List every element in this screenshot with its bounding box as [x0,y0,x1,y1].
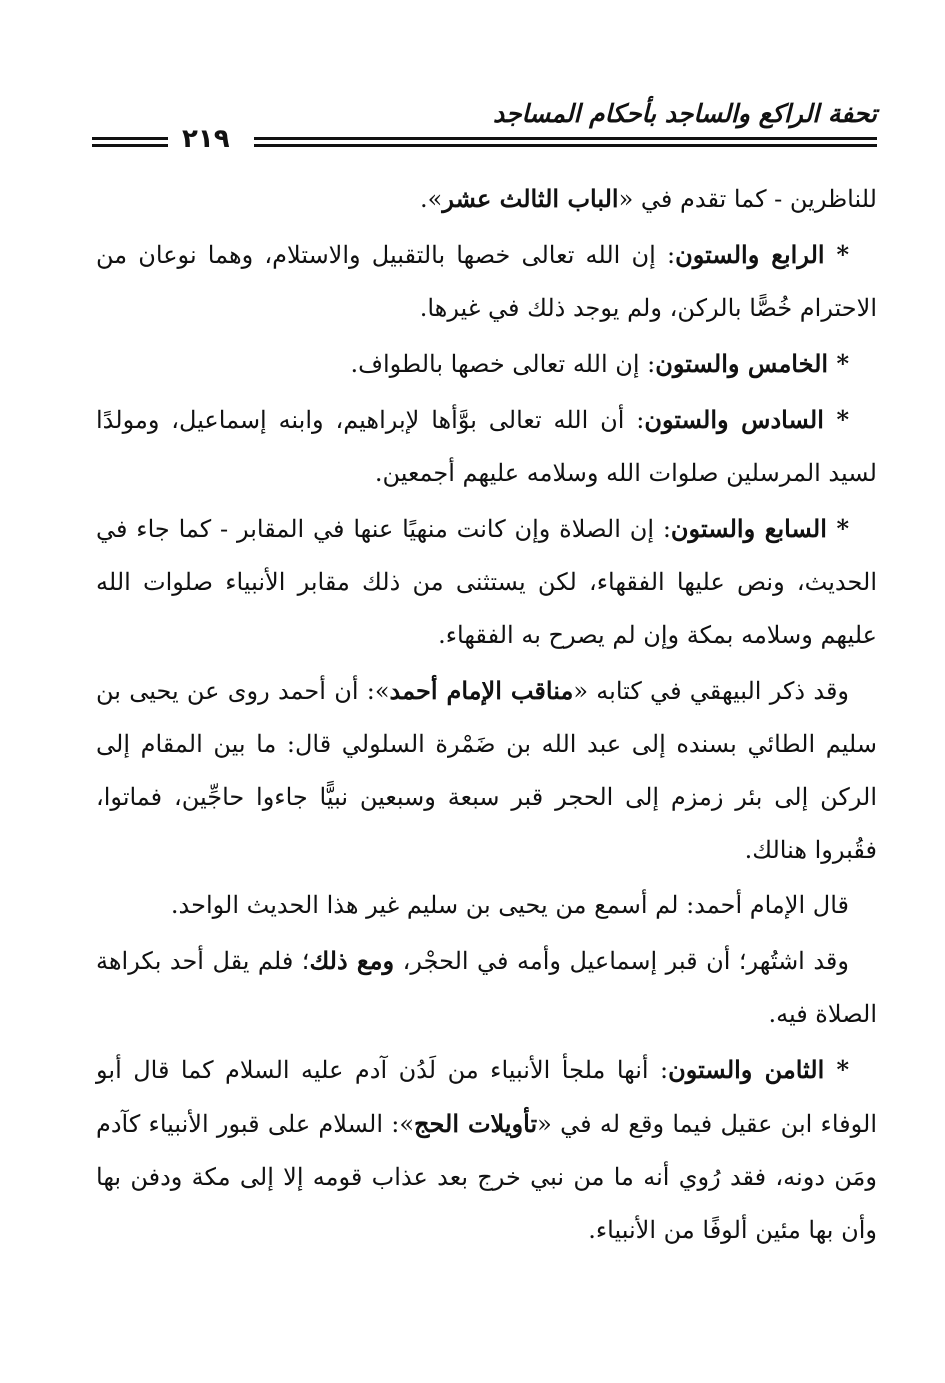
asterisk-bullet: * [824,1055,849,1084]
paragraph-continuation [96,172,877,226]
body-text [96,172,877,1259]
paragraph-imam-ahmad [96,879,877,932]
paragraph-text: للناظرين - كما تقدم في « [618,185,877,213]
bold-phrase: ومع ذلك [309,946,395,975]
paragraph-item-67 [96,502,877,662]
paragraph-bayhaqi [96,664,877,877]
header-rule-right [254,137,877,147]
item-heading: الثامن والستون [668,1055,825,1084]
paragraph-text: : إن الصلاة وإن كانت منهيًا عنها في المقابر - كما جاء في الحديث، ونص عليها الفقهاء، لكن يستثنى من ذلك مقابر الأنبياء صلوات الله عليهم وسلامه بمكة وإن لم يصرح به الفقهاء. [96,515,877,649]
item-heading: الخامس والستون [655,349,829,378]
paragraph-item-65 [96,337,877,391]
paragraph-text: وقد اشتُهر؛ أن قبر إسماعيل وأمه في الحجْر، [394,947,849,975]
paragraph-text: ». [420,185,443,213]
asterisk-bullet: * [824,240,849,269]
paragraph-text: : إن الله تعالى خصها بالطواف. [350,350,656,378]
item-heading: السابع والستون [670,514,827,543]
paragraph-item-64 [96,228,877,335]
paragraph-ismail-grave [96,934,877,1041]
paragraph-text: : أنها ملجأ الأنبياء من لَدُن آدم عليه السلام كما قال أبو الوفاء ابن عقيل فيما وقع له في « [96,1056,877,1138]
bold-reference: مناقب الإمام أحمد [389,676,574,705]
paragraph-text: : أن الله تعالى بوَّأها لإبراهيم، وابنه إسماعيل، ومولدًا لسيد المرسلين صلوات الله وسلامه عليهم أجمعين. [96,406,877,487]
paragraph-text: »: السلام على قبور الأنبياء كآدم ومَن دونه، فقد رُوي أنه ما من نبي خرج بعد عذاب قومه إلا إلى مكة ودفن بها وأن بها مئين ألوفًا من الأنبياء. [96,1110,877,1244]
asterisk-bullet: * [828,349,849,378]
paragraph-text: »: أن أحمد روى عن يحيى بن سليم الطائي بسنده إلى عبد الله بن ضَمْرة السلولي قال: ما بين المقام إلى الركن إلى بئر زمزم إلى الحجر قبر سبعة وسبعين نبيًّا جاءوا حاجِّين، فماتوا، فقُبروا هنالك. [96,677,877,864]
header-rule [92,124,877,154]
item-heading: الرابع والستون [675,240,825,269]
bold-reference: الباب الثالث عشر [442,184,619,213]
bold-reference: تأويلات الحج [414,1109,538,1138]
paragraph-item-66 [96,393,877,500]
page-number: ٢١٩ [182,124,230,154]
running-title: تحفة الراكع والساجد بأحكام المساجد [492,99,877,128]
asterisk-bullet: * [823,405,849,434]
header-rule-left [92,137,168,147]
paragraph-item-68 [96,1043,877,1257]
paragraph-text: قال الإمام أحمد: لم أسمع من يحيى بن سليم غير هذا الحديث الواحد. [170,891,849,919]
paragraph-text: : إن الله تعالى خصها بالتقبيل والاستلام، وهما نوعان من الاحترام خُصًّا بالركن، ولم يوجد ذلك في غيرها. [96,241,877,322]
item-heading: السادس والستون [644,405,824,434]
paragraph-text: ؛ فلم يقل أحد بكراهة الصلاة فيه. [96,947,877,1028]
paragraph-text: وقد ذكر البيهقي في كتابه « [573,677,850,705]
asterisk-bullet: * [826,514,849,543]
